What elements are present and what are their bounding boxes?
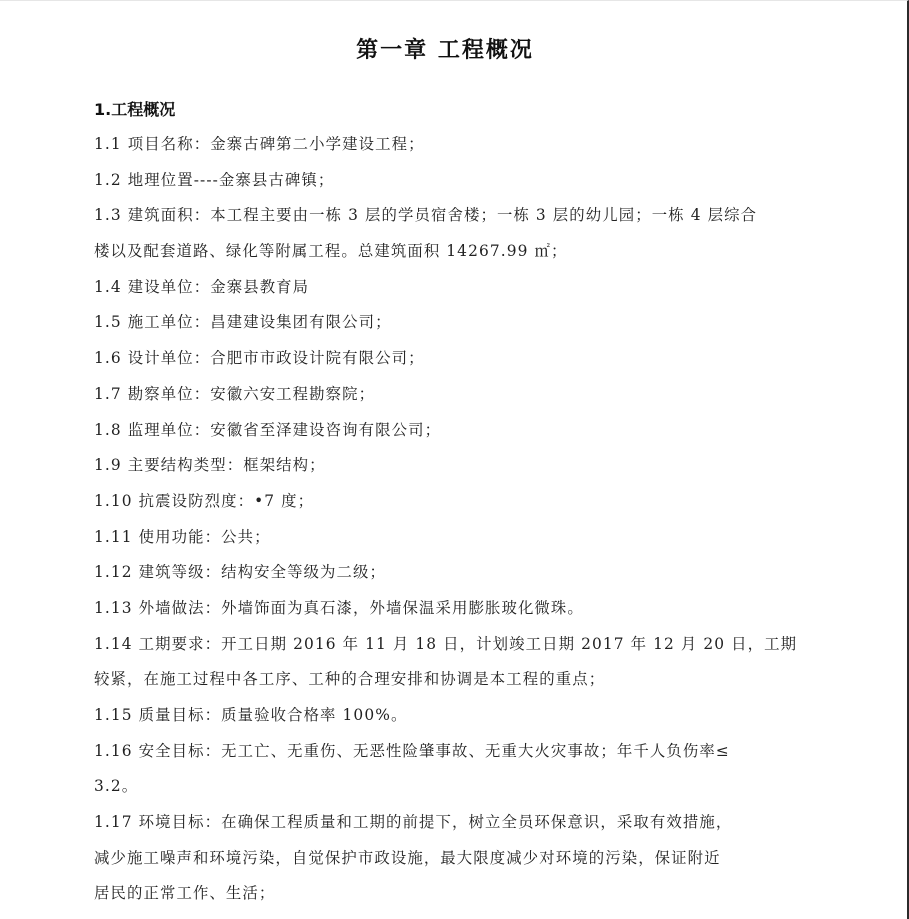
text-line: 1.14 工期要求：开工日期 2016 年 11 月 18 日，计划竣工日期 2017 年 12 月 20 日，工期: [94, 634, 798, 653]
document-body: [94, 127, 806, 912]
chapter-title: 第一章 工程概况: [356, 38, 534, 63]
text-line: 1.15 质量目标：质量验收合格率 100%。: [94, 706, 408, 724]
text-line: 1.2 地理位置----金寨县古碑镇；: [94, 170, 335, 189]
text-line: 1.10 抗震设防烈度：•7 度；: [94, 491, 315, 510]
text-line: 1.13 外墙做法：外墙饰面为真石漆，外墙保温采用膨胀玻化微珠。: [94, 598, 584, 617]
text-line: 1.17 环境目标：在确保工程质量和工期的前提下，树立全员环保意识，采取有效措施，: [94, 813, 733, 832]
text-line: 1.5 施工单位：昌建建设集团有限公司；: [94, 313, 392, 332]
text-line: 1.8 监理单位：安徽省至泽建设咨询有限公司；: [94, 420, 442, 439]
text-line: 居民的正常工作、生活；: [94, 884, 276, 903]
text-line: 楼以及配套道路、绿化等附属工程。总建筑面积 14267.99 ㎡；: [94, 242, 568, 261]
text-line: 3.2。: [94, 777, 139, 796]
text-line: 1.3 建筑面积：本工程主要由一栋 3 层的学员宿舍楼；一栋 3 层的幼儿园；一栋 4 层综合: [94, 206, 758, 225]
text-line: 较紧，在施工过程中各工序、工种的合理安排和协调是本工程的重点；: [94, 670, 606, 689]
text-line: 1.4 建设单位：金寨县教育局: [94, 277, 310, 296]
text-line: 1.6 设计单位：合肥市市政设计院有限公司；: [94, 349, 425, 368]
section-heading: 1.工程概况: [94, 100, 176, 119]
text-line: 1.1 项目名称：金寨古碑第二小学建设工程；: [94, 135, 425, 153]
text-line: 1.12 建筑等级：结构安全等级为二级；: [94, 563, 387, 582]
text-line: 减少施工噪声和环境污染，自觉保护市政设施，最大限度减少对环境的污染，保证附近: [94, 848, 721, 867]
text-line: 1.11 使用功能：公共；: [94, 527, 271, 546]
text-line: 1.16 安全目标：无工亡、无重伤、无恶性险肇事故、无重大火灾事故；年千人负伤率≤: [94, 741, 730, 760]
text-line: 1.9 主要结构类型：框架结构；: [94, 456, 326, 475]
text-line: 1.7 勘察单位：安徽六安工程勘察院；: [94, 384, 376, 403]
